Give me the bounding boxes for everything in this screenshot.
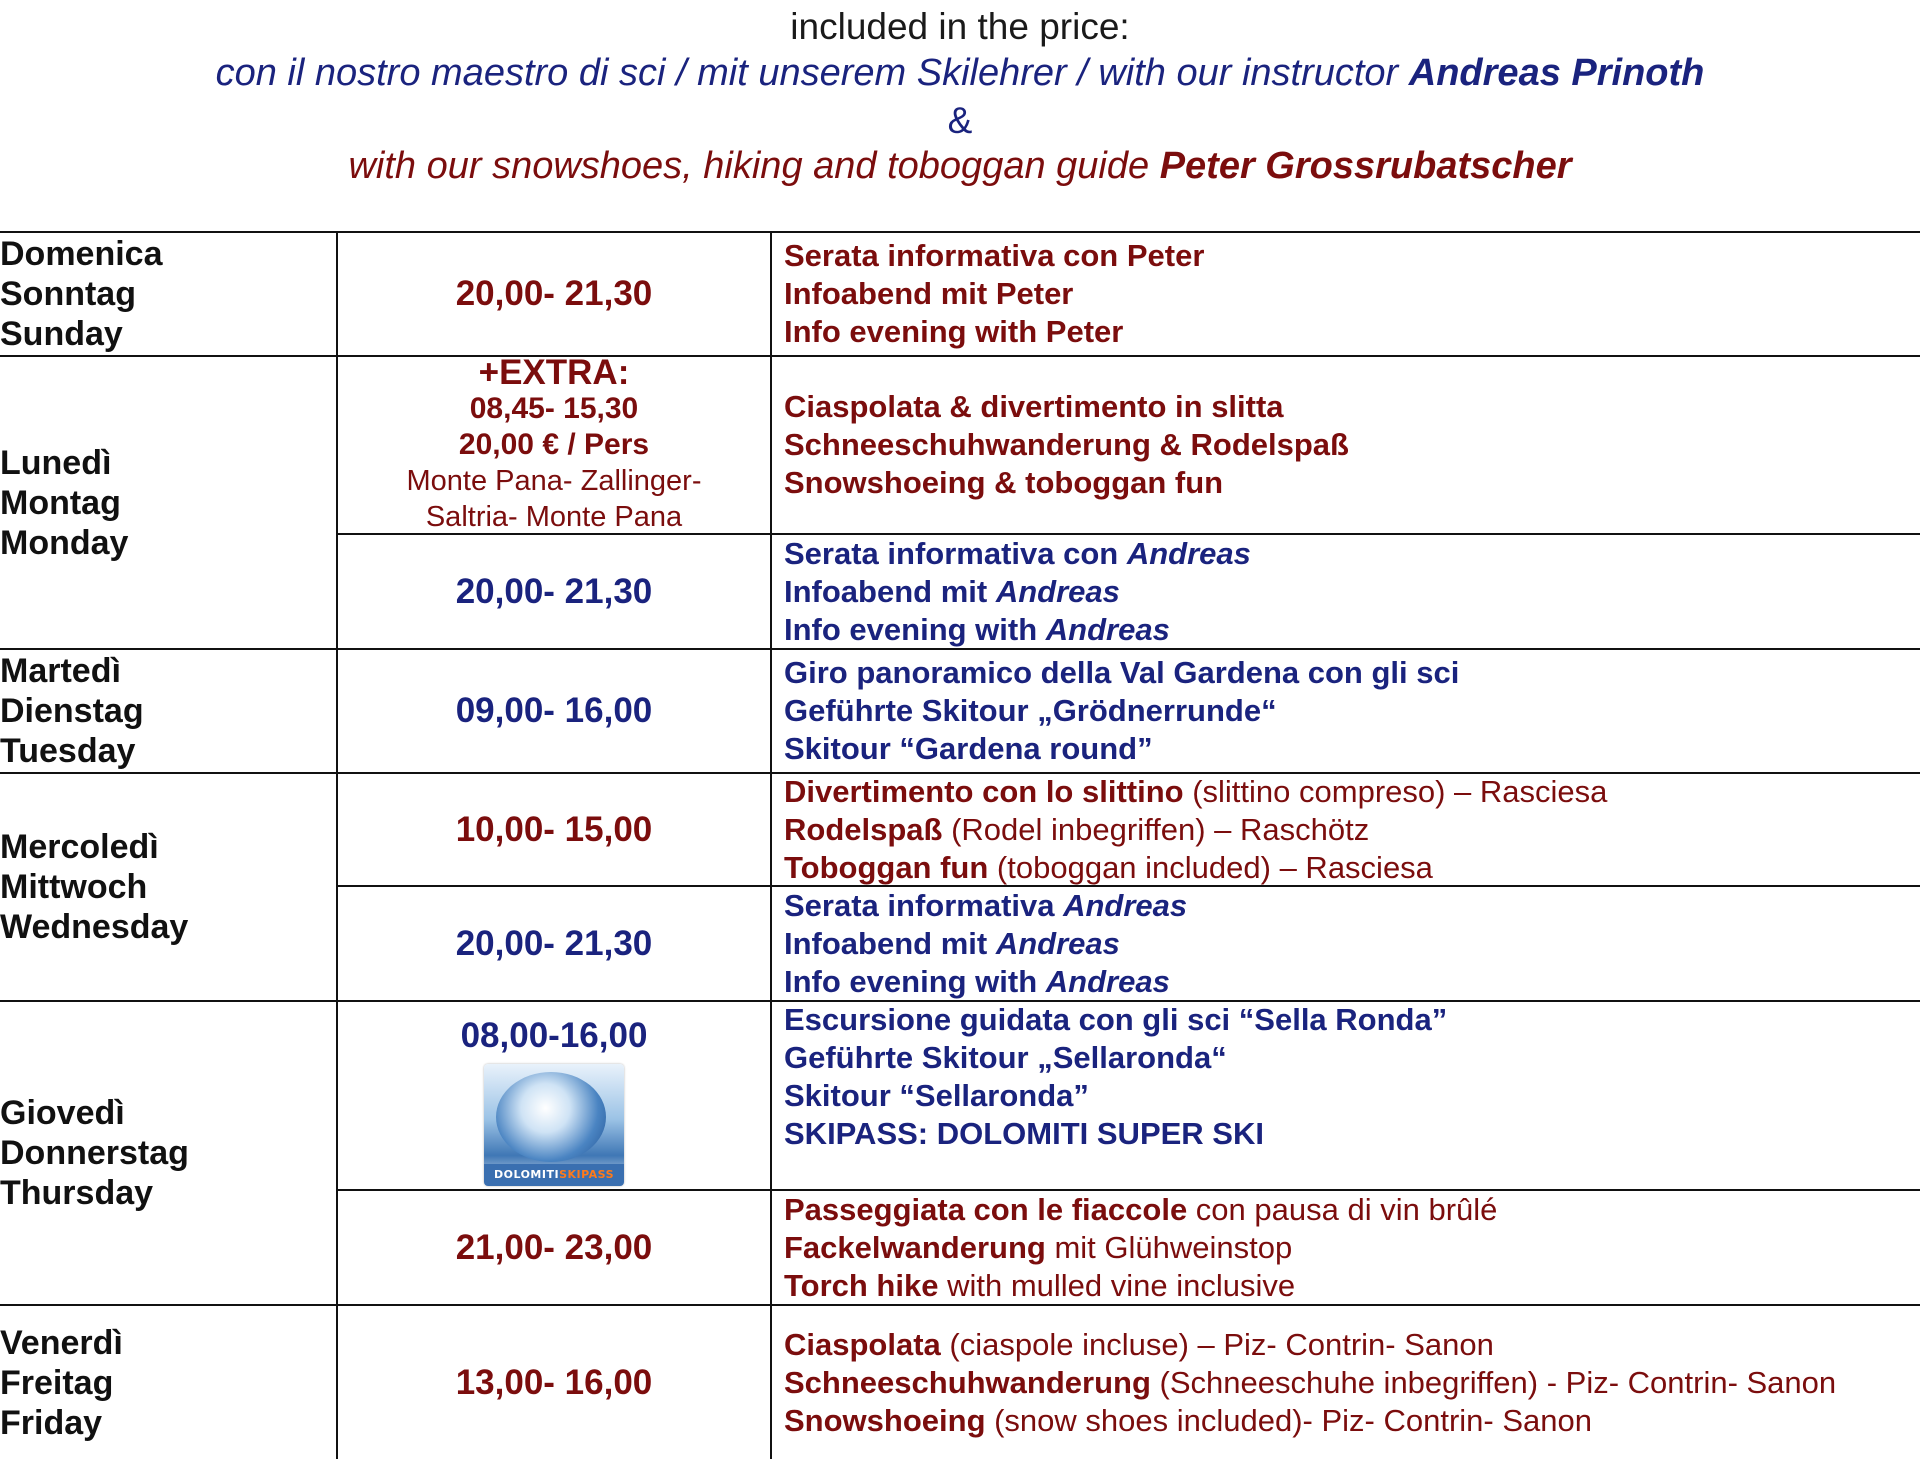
- time-monday-2: [338, 535, 770, 648]
- activity-wednesday-2: [784, 887, 1920, 1000]
- extra-route-1: Monte Pana- Zallinger-: [406, 465, 702, 497]
- day-de: Freitag: [0, 1363, 114, 1402]
- activity-thursday-1: [784, 1002, 1920, 1152]
- time-text: 20,00- 21,30: [455, 571, 653, 611]
- activity-bold: Ciaspolata: [784, 1326, 941, 1362]
- guide-name: Peter Grossrubatscher: [1159, 145, 1572, 187]
- extra-price: 20,00 € / Pers: [458, 428, 650, 461]
- instructor-name: Andreas: [1045, 611, 1170, 647]
- activity-text: Infoabend mit: [784, 573, 996, 609]
- activity-line-de: [784, 925, 1920, 963]
- instructor-name: Andreas: [1063, 887, 1188, 923]
- skipass-label-2: SKIPASS: [559, 1168, 615, 1181]
- day-wednesday: [0, 774, 336, 1000]
- activity-detail: with mulled vine inclusive: [938, 1267, 1296, 1303]
- activity-line-en: [784, 849, 1920, 887]
- activity-detail: (toboggan included) – Rasciesa: [988, 849, 1433, 885]
- time-text: 10,00- 15,00: [455, 809, 653, 849]
- day-de: Mittwoch: [0, 868, 148, 906]
- time-monday-extra: [338, 353, 770, 533]
- day-en: Thursday: [0, 1174, 154, 1212]
- instructor-name: Andreas: [995, 925, 1120, 961]
- day-de: Montag: [0, 483, 121, 522]
- activity-sunday: [784, 233, 1920, 355]
- activity-line-it: Escursione guidata con gli sci “Sella Ronda”: [784, 1002, 1448, 1037]
- time-tuesday: [338, 650, 770, 772]
- day-it: Martedì: [0, 652, 121, 690]
- skipass-label: [484, 1164, 624, 1186]
- activity-line-de: Geführte Skitour „Grödnerrunde“: [784, 693, 1277, 728]
- activity-line-it: [784, 887, 1920, 925]
- time-wednesday-2: [338, 887, 770, 1000]
- time-text: 13,00- 16,00: [455, 1362, 653, 1402]
- activity-line-de: Geführte Skitour „Sellaronda“: [784, 1040, 1227, 1075]
- activity-line-en: [784, 963, 1920, 1001]
- activity-friday: [784, 1306, 1920, 1459]
- dolomiti-skipass-image: [484, 1064, 624, 1186]
- instructor-name: Andreas: [1045, 963, 1170, 999]
- activity-line-en: [784, 1267, 1920, 1305]
- activity-line-de: [784, 811, 1920, 849]
- activity-bold: Rodelspaß: [784, 811, 943, 847]
- day-it: Domenica: [0, 235, 163, 273]
- activity-line-de: Schneeschuhwanderung & Rodelspaß: [784, 427, 1349, 462]
- activity-bold: Snowshoeing: [784, 465, 986, 500]
- activity-line-en: Skitour “Sellaronda”: [784, 1078, 1089, 1113]
- day-monday: [0, 357, 336, 648]
- activity-monday-2: [784, 535, 1920, 648]
- instructor-prefix: con il nostro maestro di sci / mit unserem Skilehrer / with our instructor: [215, 52, 1409, 94]
- activity-bold: Torch hike: [784, 1267, 939, 1303]
- activity-line-it: [784, 773, 1920, 811]
- activity-line-en: Info evening with Peter: [784, 314, 1124, 349]
- activity-line-de: Infoabend mit Peter: [784, 276, 1074, 311]
- activity-monday-1: [784, 357, 1920, 533]
- activity-bold: Snowshoeing: [784, 1402, 986, 1438]
- instructor-name: Andreas: [1126, 535, 1251, 571]
- activity-bold: & toboggan fun: [994, 465, 1224, 500]
- day-en: Tuesday: [0, 732, 136, 770]
- activity-tuesday: [784, 650, 1920, 772]
- day-en: Sunday: [0, 315, 123, 353]
- activity-text: Serata informativa con: [784, 535, 1127, 571]
- ampersand: &: [947, 100, 973, 141]
- time-text: 20,00- 21,30: [455, 923, 653, 963]
- day-it: Lunedì: [0, 443, 112, 482]
- day-de: Sonntag: [0, 275, 136, 313]
- time-friday: [338, 1306, 770, 1459]
- time-text: 20,00- 21,30: [455, 274, 653, 313]
- activity-line-skipass: SKIPASS: DOLOMITI SUPER SKI: [784, 1116, 1264, 1151]
- included-heading: included in the price:: [790, 6, 1130, 47]
- activity-line-de: [784, 1229, 1920, 1267]
- activity-bold: Toboggan fun: [784, 849, 989, 885]
- time-thursday-1: [338, 1002, 770, 1189]
- activity-detail: (Rodel inbegriffen) – Raschötz: [942, 811, 1370, 847]
- activity-bold: Divertimento con lo slittino: [784, 773, 1184, 809]
- guide-prefix: with our snowshoes, hiking and toboggan guide: [348, 145, 1160, 187]
- activity-line-en: [784, 1402, 1920, 1440]
- activity-detail: con pausa di vin brûlé: [1187, 1191, 1498, 1227]
- activity-bold: Schneeschuhwanderung: [784, 1364, 1151, 1400]
- activity-detail: (slittino compreso) – Rasciesa: [1183, 773, 1608, 809]
- time-text: 08,00-16,00: [460, 1016, 648, 1055]
- activity-wednesday-1: [784, 774, 1920, 885]
- time-text: 21,00- 23,00: [455, 1227, 653, 1267]
- activity-thursday-2: [784, 1191, 1920, 1304]
- column-border: [770, 231, 772, 1459]
- skipass-label-1: DOLOMITI: [493, 1168, 560, 1181]
- instructor-name: Andreas: [995, 573, 1120, 609]
- activity-line-de: [784, 573, 1920, 611]
- skipass-globe: [496, 1072, 606, 1162]
- activity-line-en: [784, 611, 1920, 649]
- time-text: 09,00- 16,00: [455, 691, 653, 730]
- extra-time: 08,45- 15,30: [469, 392, 639, 425]
- activity-line-en: Skitour “Gardena round”: [784, 731, 1153, 766]
- time-sunday: [338, 233, 770, 355]
- activity-detail: mit Glühweinstop: [1045, 1229, 1293, 1265]
- activity-line-it: Ciaspolata & divertimento in slitta: [784, 389, 1284, 424]
- day-en: Monday: [0, 523, 129, 562]
- activity-line-it: Giro panoramico della Val Gardena con gli sci: [784, 655, 1460, 690]
- activity-text: Serata informativa: [784, 887, 1064, 923]
- extra-route-2: Saltria- Monte Pana: [425, 501, 683, 533]
- instructor-line: [0, 52, 1920, 95]
- activity-bold: Fackelwanderung: [784, 1229, 1046, 1265]
- day-friday: [0, 1306, 336, 1459]
- day-it: Venerdì: [0, 1323, 123, 1362]
- day-it: Mercoledì: [0, 828, 159, 866]
- guide-line: [0, 145, 1920, 188]
- day-thursday: [0, 1002, 336, 1304]
- activity-line-it: [784, 535, 1920, 573]
- day-en: Wednesday: [0, 908, 189, 946]
- activity-detail: (snow shoes included)- Piz- Contrin- Sanon: [985, 1402, 1592, 1438]
- instructor-name: Andreas Prinoth: [1408, 52, 1705, 94]
- day-de: Donnerstag: [0, 1134, 189, 1172]
- activity-line-en: [784, 464, 1920, 502]
- activity-line-it: [784, 1326, 1920, 1364]
- activity-line-it: Serata informativa con Peter: [784, 238, 1205, 273]
- activity-text: Infoabend mit: [784, 925, 996, 961]
- time-wednesday-1: [338, 774, 770, 885]
- activity-detail: (Schneeschuhe inbegriffen) - Piz- Contrin- Sanon: [1150, 1364, 1837, 1400]
- day-tuesday: [0, 650, 336, 772]
- day-en: Friday: [0, 1403, 103, 1442]
- activity-detail: (ciaspole incluse) – Piz- Contrin- Sanon: [940, 1326, 1494, 1362]
- day-sunday: [0, 233, 336, 355]
- activity-text: Info evening with: [784, 611, 1046, 647]
- activity-bold: Passeggiata con le fiaccole: [784, 1191, 1188, 1227]
- time-thursday-2: [338, 1191, 770, 1304]
- day-de: Dienstag: [0, 692, 144, 730]
- extra-label: +EXTRA:: [478, 353, 630, 392]
- day-it: Giovedì: [0, 1094, 125, 1132]
- activity-text: Info evening with: [784, 963, 1046, 999]
- activity-line-de: [784, 1364, 1920, 1402]
- activity-line-it: [784, 1191, 1920, 1229]
